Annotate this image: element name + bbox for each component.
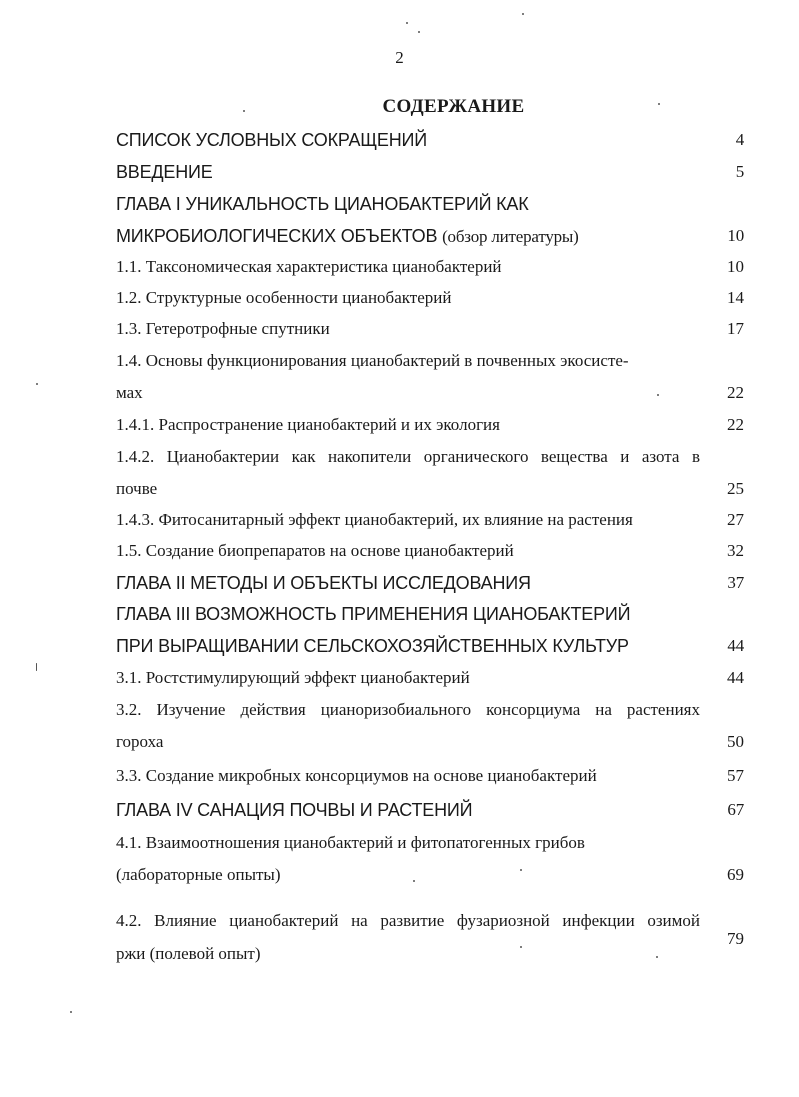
toc-entry-text: ПРИ ВЫРАЩИВАНИИ СЕЛЬСКОХОЗЯЙСТВЕННЫХ КУЛЬТУР (116, 636, 629, 656)
scan-speck (413, 880, 415, 882)
toc-entry-page: 14 (727, 288, 744, 307)
toc-entry-text: 1.4.1. Распространение цианобактерий и их экология (116, 415, 500, 434)
toc-entry-page: 22 (727, 415, 744, 434)
toc-entry-text: ржи (полевой опыт) (116, 944, 261, 963)
toc-entry-page: 44 (727, 636, 744, 655)
toc-entry-text: ГЛАВА II МЕТОДЫ И ОБЪЕКТЫ ИССЛЕДОВАНИЯ (116, 573, 531, 593)
toc-entry-page: 32 (727, 541, 744, 560)
toc-entry-text: ВВЕДЕНИЕ (116, 162, 213, 182)
toc-entry-page: 44 (727, 668, 744, 687)
toc-entry-page: 69 (727, 865, 744, 884)
toc-entry-page-value: 79 (727, 929, 744, 948)
toc-entry-page: 27 (727, 510, 744, 529)
toc-entry-text: 1.1. Таксономическая характеристика цианобактерий (116, 257, 502, 276)
toc-entry-text: 1.2. Структурные особенности цианобактерий (116, 288, 452, 307)
toc-title: СОДЕРЖАНИЕ (382, 96, 525, 117)
toc-entry-text: ГЛАВА IV САНАЦИЯ ПОЧВЫ И РАСТЕНИЙ (116, 800, 473, 820)
toc-entry-page: 17 (727, 319, 744, 338)
toc-entry-text: ГЛАВА III ВОЗМОЖНОСТЬ ПРИМЕНЕНИЯ ЦИАНОБАКТЕРИЙ (116, 604, 631, 624)
toc-entry-page: 4 (735, 130, 744, 149)
toc-entry-page: 67 (727, 800, 744, 819)
toc-entry-suffix: (обзор литературы) (442, 227, 579, 246)
toc-entry-text: 3.2. Изучение действия цианоризобиального консорциума на растениях (116, 700, 700, 719)
scan-speck (658, 103, 660, 105)
scan-speck (36, 383, 38, 385)
toc-entry-page: 22 (727, 383, 744, 402)
scan-speck (520, 869, 522, 871)
toc-entry-text (116, 225, 579, 248)
toc-entry-text: 1.4.2. Цианобактерии как накопители органического вещества и азота в (116, 447, 700, 466)
toc-entry-page: 25 (727, 479, 744, 498)
toc-entry-text: 4.2. Влияние цианобактерий на развитие фузариозной инфекции озимой (116, 911, 700, 930)
scan-speck (70, 1011, 72, 1013)
toc-entry-text: (лабораторные опыты) (116, 865, 281, 884)
toc-entry-text: мах (116, 383, 143, 402)
toc-entry-text: 1.5. Создание биопрепаратов на основе цианобактерий (116, 541, 514, 560)
toc-entry-text: 1.4. Основы функционирования цианобактерий в почвенных экосисте- (116, 351, 629, 370)
toc-entry-text: почве (116, 479, 158, 498)
toc-entry-text: 3.1. Ростстимулирующий эффект цианобактерий (116, 668, 470, 687)
scan-speck (243, 110, 245, 112)
toc-entry-main: МИКРОБИОЛОГИЧЕСКИХ ОБЪЕКТОВ (116, 226, 438, 246)
toc-entry-text: ГЛАВА I УНИКАЛЬНОСТЬ ЦИАНОБАКТЕРИЙ КАК (116, 194, 529, 214)
scan-speck (657, 394, 659, 396)
toc-entry-page: 10 (727, 257, 744, 276)
toc-entry-text: 3.3. Создание микробных консорциумов на основе цианобактерий (116, 766, 597, 785)
scan-speck (36, 663, 37, 671)
page-number: 2 (395, 48, 404, 67)
toc-entry-text: гороха (116, 732, 164, 751)
toc-entry-page: 50 (727, 732, 744, 751)
scan-speck (406, 22, 408, 24)
scan-speck (656, 956, 658, 958)
scan-speck (520, 946, 522, 948)
toc-entry-page: 5 (735, 162, 744, 181)
scan-speck (522, 13, 524, 15)
toc-entry-page: 57 (727, 766, 744, 785)
toc-entry-page: 37 (727, 573, 744, 592)
scan-speck (418, 31, 420, 33)
toc-entry-text: 4.1. Взаимоотношения цианобактерий и фитопатогенных грибов (116, 833, 585, 852)
toc-entry-text: 1.4.3. Фитосанитарный эффект цианобактерий, их влияние на растения (116, 510, 633, 529)
toc-entry-page: 10 (727, 226, 744, 245)
toc-entry-text: 1.3. Гетеротрофные спутники (116, 319, 330, 338)
toc-entry-text: СПИСОК УСЛОВНЫХ СОКРАЩЕНИЙ (116, 130, 428, 150)
